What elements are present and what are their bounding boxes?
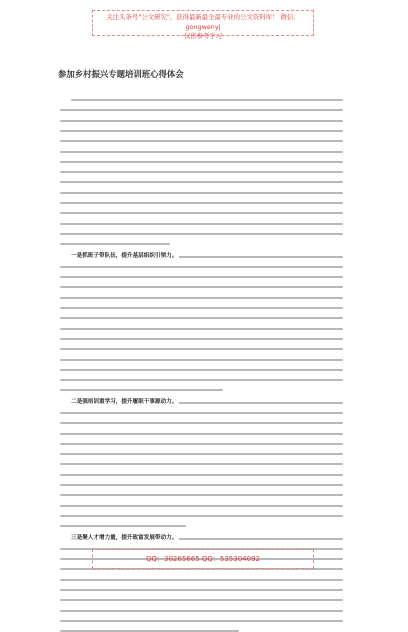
section-lead-in: 三是聚人才增力量，提升致富发展带动力。 bbox=[71, 534, 178, 541]
text-line bbox=[60, 599, 343, 601]
bottom-contact-banner: QQ：30265665 QQ：535304092 bbox=[92, 549, 314, 569]
document-title: 参加乡村振兴专题培训班心得体会 bbox=[58, 69, 184, 79]
text-line bbox=[60, 120, 343, 122]
text-line bbox=[60, 297, 343, 299]
text-line bbox=[60, 525, 186, 527]
text-line bbox=[60, 317, 343, 319]
text-line bbox=[60, 422, 343, 424]
text-line bbox=[60, 276, 343, 278]
text-line bbox=[60, 307, 343, 309]
text-line bbox=[60, 266, 343, 268]
text-line bbox=[60, 243, 170, 245]
text-line bbox=[60, 433, 343, 435]
text-line bbox=[60, 494, 343, 496]
top-banner-line-2: 仅供参考学习 bbox=[183, 32, 223, 40]
text-line bbox=[60, 515, 343, 517]
text-line bbox=[60, 379, 343, 381]
text-line bbox=[60, 223, 343, 225]
text-line bbox=[60, 161, 343, 163]
text-line bbox=[60, 202, 343, 204]
text-line bbox=[60, 233, 343, 235]
text-line bbox=[60, 589, 343, 591]
text-line bbox=[60, 412, 343, 414]
text-line bbox=[60, 171, 343, 173]
text-line bbox=[60, 505, 343, 507]
text-line bbox=[60, 620, 343, 622]
text-line bbox=[60, 181, 343, 183]
text-line bbox=[60, 484, 343, 486]
text-line bbox=[71, 99, 343, 101]
section-lead-in: 一是抓班子带队伍，提升基层组织引领力。 bbox=[71, 252, 178, 259]
top-promo-banner bbox=[92, 10, 314, 40]
text-line bbox=[60, 474, 343, 476]
text-line bbox=[60, 338, 343, 340]
text-line bbox=[60, 443, 343, 445]
text-line bbox=[60, 130, 343, 132]
top-banner-line-1: 关注头条号"公文研究"，获得最新最全最专业的公文资料库！ 微信：gongwenyj bbox=[106, 13, 300, 31]
text-line bbox=[60, 286, 343, 288]
text-line bbox=[60, 140, 343, 142]
text-line bbox=[60, 389, 223, 391]
text-line bbox=[60, 328, 343, 330]
text-line bbox=[60, 610, 343, 612]
text-line bbox=[60, 192, 343, 194]
text-line bbox=[60, 463, 343, 465]
text-line bbox=[60, 109, 343, 111]
text-line bbox=[60, 348, 343, 350]
text-line bbox=[60, 151, 343, 153]
text-line bbox=[60, 453, 343, 455]
section-lead-in: 二是强培训重学习，提升履职干事源动力。 bbox=[71, 398, 178, 405]
text-line bbox=[60, 369, 343, 371]
text-line bbox=[60, 359, 343, 361]
text-line bbox=[60, 212, 343, 214]
